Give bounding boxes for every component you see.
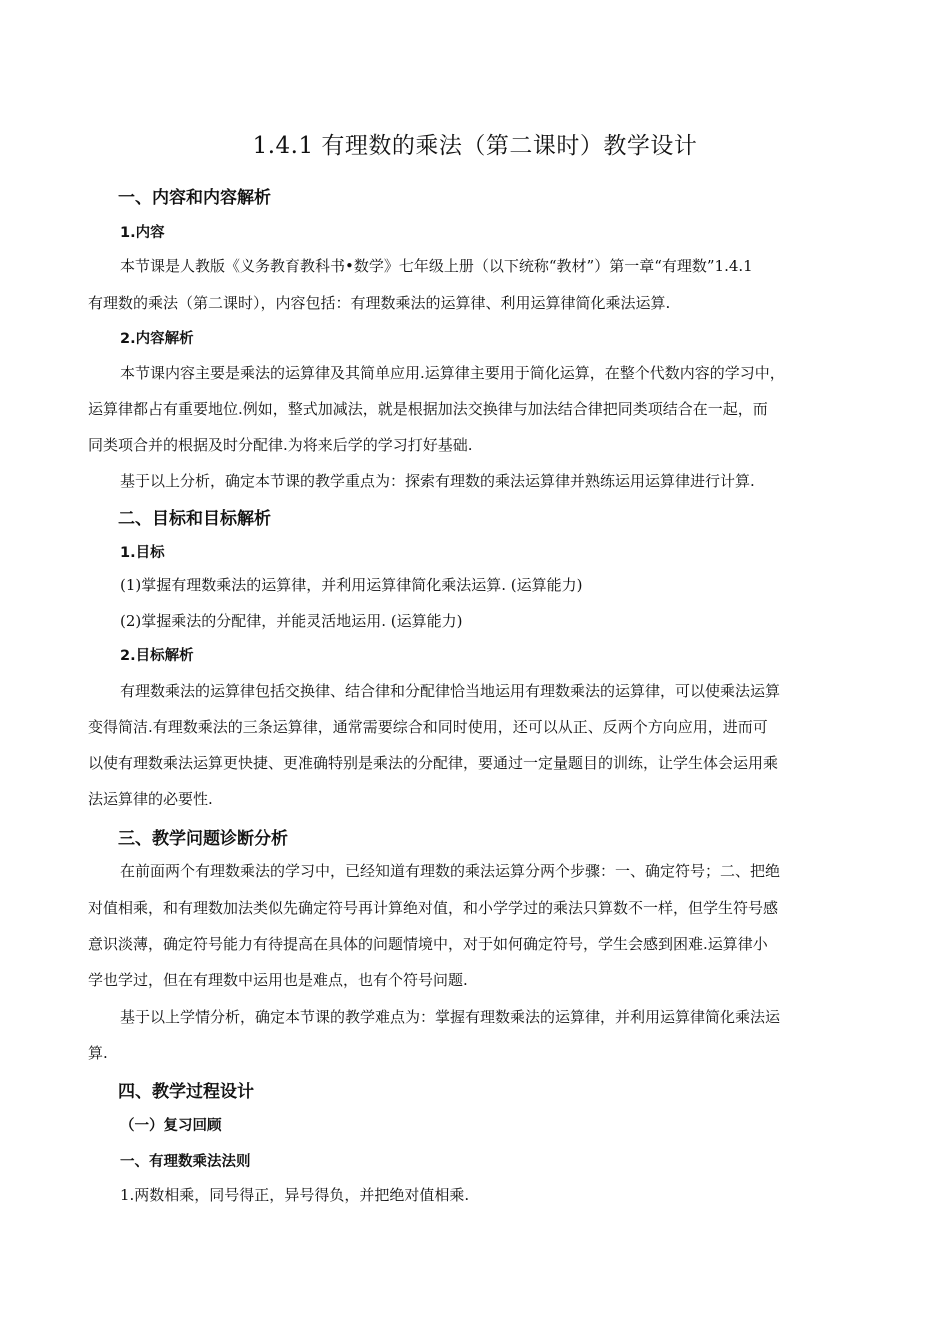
paragraph-line: 运算律都占有重要地位.例如，整式加减法，就是根据加法交换律与加法结合律把同类项结合在一起，而 — [88, 400, 768, 418]
paragraph-line: 同类项合并的根据及时分配律.为将来后学的学习打好基础. — [88, 436, 473, 454]
paragraph-line: 对值相乘，和有理数加法类似先确定符号再计算绝对值，和小学学过的乘法只算数不一样，但学生符号感 — [88, 899, 779, 917]
section-heading-goals: 二、目标和目标解析 — [118, 509, 271, 529]
paragraph-line: 基于以上分析，确定本节课的教学重点为：探索有理数的乘法运算律并熟练运用运算律进行计算. — [120, 472, 755, 490]
paragraph-line: 意识淡薄，确定符号能力有待提高在具体的问题情境中，对于如何确定符号，学生会感到困难.运算律小 — [88, 935, 768, 953]
subheading-multiplication-rule: 一、有理数乘法法则 — [120, 1154, 251, 1170]
paragraph-line: 法运算律的必要性. — [88, 790, 213, 808]
subheading-goals: 1.目标 — [120, 545, 165, 561]
paragraph-line: 本节课内容主要是乘法的运算律及其简单应用.运算律主要用于简化运算，在整个代数内容的学习中， — [120, 364, 785, 382]
subheading-content-analysis: 2.内容解析 — [120, 331, 194, 347]
subheading-goals-analysis: 2.目标解析 — [120, 648, 194, 664]
section-heading-diagnosis: 三、教学问题诊断分析 — [118, 829, 288, 849]
subheading-content: 1.内容 — [120, 225, 165, 241]
document-title: 1.4.1 有理数的乘法（第二课时）教学设计 — [252, 133, 698, 159]
paragraph-line: 变得简洁.有理数乘法的三条运算律，通常需要综合和同时使用，还可以从正、反两个方向应用，进而可 — [88, 718, 768, 736]
section-heading-process: 四、教学过程设计 — [118, 1082, 254, 1102]
goal-item: (1)掌握有理数乘法的运算律，并利用运算律简化乘法运算. (运算能力) — [120, 576, 583, 594]
paragraph-line: 算. — [88, 1044, 108, 1062]
paragraph-line: 基于以上学情分析，确定本节课的教学难点为：掌握有理数乘法的运算律，并利用运算律简化乘法运 — [120, 1008, 781, 1026]
paragraph-line: 本节课是人教版《义务教育教科书•数学》七年级上册（以下统称“教材”）第一章“有理数”1.4.1 — [120, 257, 753, 275]
section-heading-content: 一、内容和内容解析 — [118, 188, 271, 208]
paragraph-line: 有理数乘法的运算律包括交换律、结合律和分配律恰当地运用有理数乘法的运算律，可以使乘法运算 — [120, 682, 781, 700]
paragraph-line: 学也学过，但在有理数中运用也是难点，也有个符号问题. — [88, 971, 468, 989]
goal-item: (2)掌握乘法的分配律，并能灵活地运用. (运算能力) — [120, 612, 463, 630]
part-heading-review: （一）复习回顾 — [120, 1118, 222, 1134]
paragraph-line: 1.两数相乘，同号得正，异号得负，并把绝对值相乘. — [120, 1186, 470, 1204]
paragraph-line: 在前面两个有理数乘法的学习中，已经知道有理数的乘法运算分两个步骤：一、确定符号；二、把绝 — [120, 862, 781, 880]
paragraph-line: 以使有理数乘法运算更快捷、更准确特别是乘法的分配律，要通过一定量题目的训练，让学生体会运用乘 — [88, 754, 779, 772]
paragraph-line: 有理数的乘法（第二课时），内容包括：有理数乘法的运算律、利用运算律简化乘法运算. — [88, 294, 671, 312]
